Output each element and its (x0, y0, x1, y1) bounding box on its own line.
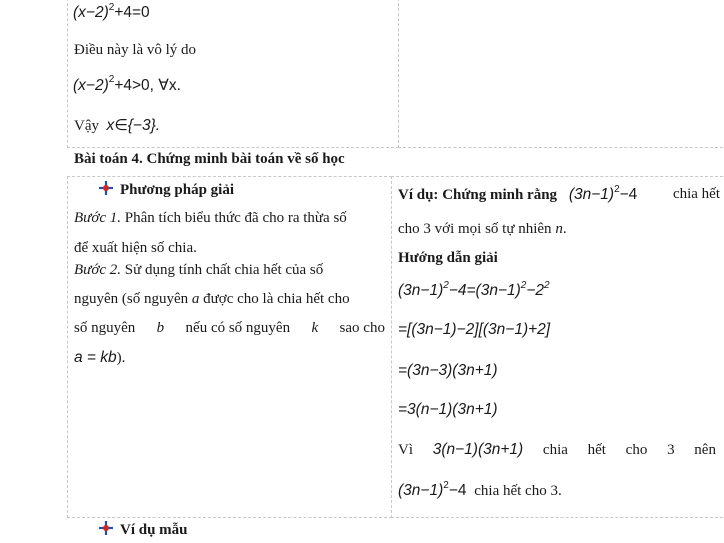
guide-heading: Hướng dẫn giải (398, 250, 498, 266)
calc-line-3: =(3n−3)(3n+1) (398, 362, 498, 379)
equation-2: $(x-2)^2+4>0$, ∀x. (73, 74, 181, 94)
final-line: $(3n-1)^2-4$ chia hết cho 3. (398, 480, 562, 499)
statement-text: Điều này là vô lý do (74, 42, 197, 58)
because-line: Vì 3(n−1)(3n+1) chia hết cho 3 nên (398, 441, 716, 458)
top-cell-right (398, 0, 724, 148)
calc-line-4: =3(n−1)(3n+1) (398, 401, 498, 418)
section-title: Bài toán 4. Chứng minh bài toán về số học (74, 151, 345, 167)
calc-line-1: $(3n-1)^2-4=(3n-1)^2-2^2$ (398, 280, 550, 299)
example-statement: Ví dụ: Chứng minh rằng $(3n-1)^2-4$ chia hết (398, 184, 720, 203)
conclusion-line: Vậy x∈{−3}. (74, 117, 161, 134)
step-1-paragraph: Bước 1. Phân tích biểu thức đã cho ra thừa số để xuất hiện số chia. (74, 210, 347, 256)
pin-bullet-icon (98, 180, 114, 196)
example-statement-line2: cho 3 với mọi số tự nhiên n. (398, 221, 567, 237)
step-2-paragraph: Bước 2. Sử dụng tính chất chia hết của số nguyên (số nguyên a được cho là chia hết cho số nguyên b nếu có số nguyên k sao cho a = kb). (74, 262, 385, 366)
sample-example-heading: Ví dụ mẫu (98, 520, 188, 539)
pin-bullet-icon (98, 520, 114, 536)
equation-1: $(x-2)^2+4=0$ (73, 2, 150, 21)
method-heading: Phương pháp giải (98, 180, 234, 199)
calc-line-2: =[(3n−1)−2][(3n−1)+2] (398, 321, 551, 338)
